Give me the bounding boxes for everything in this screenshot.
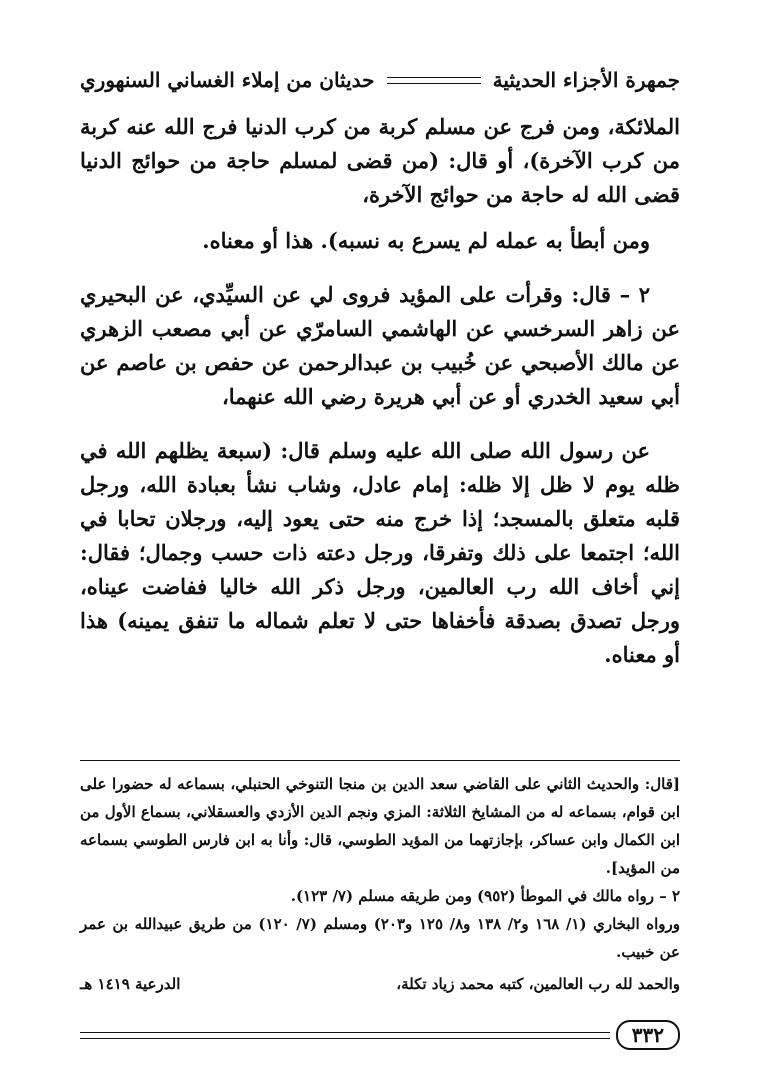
header-rule [387, 77, 481, 84]
page-footer [80, 1020, 680, 1050]
running-header [80, 62, 680, 98]
footnote-2b: ورواه البخاري (١/ ١٦٨ و٢/ ١٣٨ و٨/ ١٢٥ و٢٠٣) ومسلم (٧/ ١٢٠) من طريق عبيدالله بن عمر عن خبيب. [80, 915, 681, 961]
footnote-2a: ٢ – رواه مالك في الموطأ (٩٥٢) ومن طريقه مسلم (٧/ ١٢٣). [290, 887, 680, 905]
footnotes [80, 770, 680, 998]
place-date: الدرعية ١٤١٩ هـ [80, 975, 181, 993]
hadith-2-matn: عن رسول الله صلى الله عليه وسلم قال: (سبعة يظلهم الله في ظله يوم لا ظل إلا ظله: إمام عادل، وشاب نشأ بعبادة الله، ورجل قلبه متعلق بالمسجد؛ إذا خرج منه حتى يعود إليه، ورجلان تحابا في الله؛ اجتمعا على ذلك وتفرقا، ورجل دعته ذات حسب وجمال؛ فقال: إني أخاف الله رب العالمين، ورجل ذكر الله خاليا ففاضت عيناه، ورجل تصدق بصدقة فأخفاها حتى لا تعلم شماله ما تنفق يمينه) هذا أو معناه. [80, 438, 680, 667]
closing-line: والحمد لله رب العالمين، كتبه محمد زياد تكلة، [396, 975, 680, 993]
paragraph: الملائكة، ومن فرج عن مسلم كربة من كرب الدنيا فرج الله عنه كربة من كرب الآخرة)، أو قال: (من قضى لمسلم حاجة من حوائج الدنيا قضى الله له حاجة من حوائج الآخرة، [80, 114, 680, 207]
colophon [80, 970, 680, 998]
footnote-sama: [قال: والحديث الثاني على القاضي سعد الدين بن منجا التنوخي الحنبلي، بسماعه له حضورا على ابن قوام، بسماعه له من المشايخ الثلاثة: المزي ونجم الدين الأزدي والعسقلاني، بسماع الأول من ابن الكمال وابن عساكر، بإجازتهما من المؤيد الطوسي، قال: وأنا به ابن فارس الطوسي بسماعه من المؤيد]. [80, 775, 680, 877]
hadith-2-isnad: ٢ – قال: وقرأت على المؤيد فروى لي عن السيِّدي، عن البحيري عن زاهر السرخسي عن الهاشمي السامرّي عن أبي مصعب الزهري عن مالك الأصبحي عن خُبيب بن عبدالرحمن عن حفص بن عاصم عن أبي سعيد الخدري أو عن أبي هريرة رضي الله عنهما، [80, 282, 680, 409]
footer-rule [80, 1032, 610, 1039]
main-text [80, 110, 680, 692]
section-title: حديثان من إملاء الغساني السنهوري [80, 68, 375, 92]
paragraph: ومن أبطأ به عمله لم يسرع به نسبه). هذا أو معناه. [202, 228, 650, 253]
footnote-rule [80, 760, 680, 761]
book-title: جمهرة الأجزاء الحديثية [492, 68, 680, 92]
page-number: ٣٣٢ [616, 1020, 680, 1050]
